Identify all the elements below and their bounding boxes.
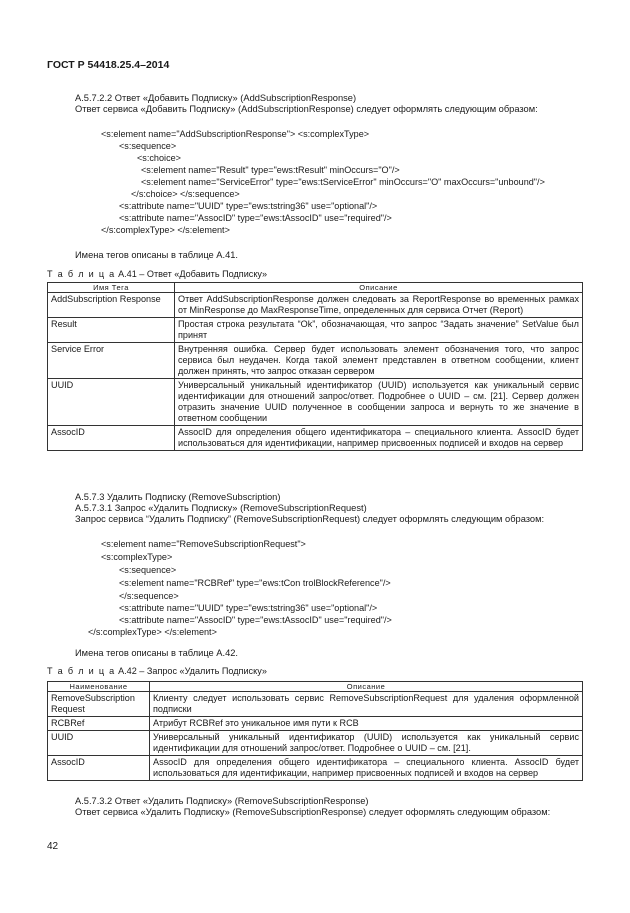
element-description: Клиенту следует использовать сервис RemoveSubscriptionRequest для удаления оформленной подписки [150,692,583,717]
code-line: </s:choice> </s:sequence> [131,189,240,199]
caption-text: А.42 – Запрос «Удалить Подписку» [115,666,267,676]
tag-description: Простая строка результата “Ok”, обозначающая, что запрос “Задать значение” SetValue был принят [175,318,583,343]
section-title: А.5.7.3.2 Ответ «Удалить Подписку» (RemoveSubscriptionResponse) [75,796,369,806]
standard-header: ГОСТ Р 54418.25.4–2014 [47,59,170,71]
element-description: AssocID для определения общего идентификатора – специального клиента. AssocID будет использоваться для идентификации, например присвоенных подписей и входов на сервер [150,756,583,781]
code-line: </s:sequence> [119,591,179,601]
column-header: Описание [150,682,583,692]
column-header: Наименование [48,682,150,692]
code-line: <s:element name="RCBRef" type="ews:tCon trolBlockReference"/> [119,578,391,588]
table-row [48,293,583,318]
table-row [48,731,583,756]
section-title: А.5.7.2.2 Ответ «Добавить Подписку» (AddSubscriptionResponse) [75,93,357,103]
table-row [48,717,583,731]
code-line: <s:choice> [137,153,181,163]
tag-description: Ответ AddSubscriptionResponse должен следовать за ReportResponse во временных рамках от MinResponse до MaxResponseTime, определенных для сервиса Отчет (Report) [175,293,583,318]
paragraph: Имена тегов описаны в таблице А.42. [75,648,239,658]
code-line: <s:complexType> [101,552,173,562]
page-number: 42 [47,841,59,852]
tag-name: Service Error [48,343,175,379]
table-a41 [47,282,583,451]
table-header-row [48,283,583,293]
table-row [48,318,583,343]
tag-description: Внутренняя ошибка. Сервер будет использовать элемент обозначения того, что запрос сервиса был неудачен. Когда такой элемент представлен в ответном сообщении, клиент должен принять, что запрос отказан сервером [175,343,583,379]
element-description: Универсальный уникальный идентификатор (UUID) используется как уникальный сервис идентификации для отношений запрос/ответ. Подробнее о UUID – см. [21]. [150,731,583,756]
caption-prefix: Т а б л и ц а [47,666,116,676]
paragraph: Запрос сервиса “Удалить Подписку” (RemoveSubscriptionRequest) следует оформлять следующим образом: [75,514,545,524]
table-row [48,692,583,717]
code-line: <s:sequence> [119,565,177,575]
tag-name: Result [48,318,175,343]
tag-description: Универсальный уникальный идентификатор (UUID) используется как уникальный сервис идентификации для отношений запрос/ответ. Подробнее о UUID – см. [21]. Сервер должен отразить значение UUID полученное в сообщении запроса и вернуть то же значение в ответном сообщении [175,379,583,426]
column-header: Имя Тега [48,283,175,293]
table-row [48,343,583,379]
code-line: </s:complexType> </s:element> [101,225,230,235]
code-line: <s:element name="ServiceError" type="ews:tServiceError" minOccurs="O" maxOccurs="unbound"/> [141,177,545,187]
tag-name: AddSubscription Response [48,293,175,318]
table-header-row [48,682,583,692]
section-title: А.5.7.3.1 Запрос «Удалить Подписку» (RemoveSubscriptionRequest) [75,503,367,513]
caption-prefix: Т а б л и ц а [47,269,116,279]
code-line: <s:attribute name="AssocID" type="ews:tAssocID" use="required"/> [119,615,392,625]
paragraph: Ответ сервиса «Добавить Подписку» (AddSubscriptionResponse) следует оформлять следующим образом: [75,104,538,114]
code-line: <s:element name="Result" type="ews:tResult" minOccurs="O"/> [141,165,400,175]
code-line: </s:complexType> </s:element> [88,627,217,637]
table-a42 [47,681,583,781]
column-header: Описание [175,283,583,293]
caption-text: А.41 – Ответ «Добавить Подписку» [115,269,268,279]
paragraph: Имена тегов описаны в таблице А.41. [75,250,239,260]
code-line: <s:sequence> [119,141,177,151]
section-title: А.5.7.3 Удалить Подписку (RemoveSubscription) [75,492,281,502]
element-name: RemoveSubscription Request [48,692,150,717]
element-description: Атрибут RCBRef это уникальное имя пути к RCB [150,717,583,731]
element-name: AssocID [48,756,150,781]
code-line: <s:element name="RemoveSubscriptionRequest"> [101,539,306,549]
table-caption [47,666,267,676]
element-name: UUID [48,731,150,756]
code-line: <s:attribute name="AssocID" type="ews:tAssocID" use="required"/> [119,213,392,223]
tag-description: AssocID для определения общего идентификатора – специального клиента. AssocID будет использоваться для идентификации, например присвоенных подписей и входов на сервер [175,426,583,451]
table-row [48,426,583,451]
table-row [48,379,583,426]
code-line: <s:attribute name="UUID" type="ews:tstring36" use="optional"/> [119,201,378,211]
tag-name: UUID [48,379,175,426]
code-line: <s:element name="AddSubscriptionResponse"> <s:complexType> [101,129,370,139]
table-row [48,756,583,781]
code-line: <s:attribute name="UUID" type="ews:tstring36" use="optional"/> [119,603,378,613]
table-caption [47,269,267,279]
tag-name: AssocID [48,426,175,451]
element-name: RCBRef [48,717,150,731]
paragraph: Ответ сервиса «Удалить Подписку» (RemoveSubscriptionResponse) следует оформлять следующим образом: [75,807,551,817]
